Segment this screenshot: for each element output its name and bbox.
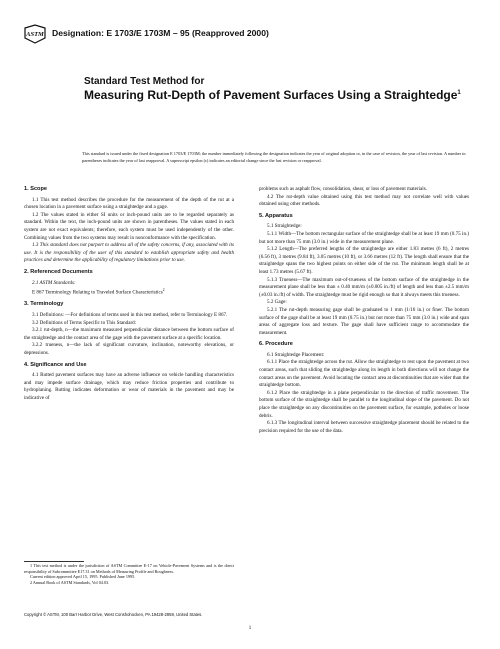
section-heading: 3. Terminology — [24, 301, 64, 308]
logo-text: ASTM — [26, 31, 44, 38]
paragraph: 6.1.2 Place the straightedge in a plane perpendicular to the direction of traffic movement. The bottom surface of the straightedge shall be parallel to the longitudinal slope of the pavement. Do not place the straightedge on any discontinuities on the pavement surface, for example, potholes or loose debris. — [259, 389, 469, 419]
footnote: 1 This test method is under the jurisdiction of ASTM Committee E-17 on Vehicle-Pavement Systems and is the direct responsibility of Subcommittee E17.31 on Methods of Measuring Profile and Roughness. — [24, 563, 234, 574]
title-block — [84, 76, 484, 102]
page-number: 1 — [248, 625, 252, 631]
section-heading: 4. Significance and Use — [24, 361, 87, 368]
paragraph: 5.1.1 Width—The bottom rectangular surface of the straightedge shall be at least 19 mm (0.75 in.) but not more than 75 mm (3.0 in.) wide in the measurement plane. — [259, 230, 469, 245]
reference-entry — [24, 287, 234, 297]
section-heading: 5. Apparatus — [259, 212, 293, 219]
paragraph: 5.2.1 The rut-depth measuring gage shall be graduated to 1 mm (1/16 in.) or finer. The bottom surface of the gage shall be at least 19 mm (0.75 in.) but not more than 75 mm (3.0 in.) wide and span areas of aggregate loss and texture. The gage shall have sufficient range to accommodate the measurement. — [259, 306, 469, 336]
paragraph: 2.1 ASTM Standards: — [32, 279, 76, 286]
reference-footnote-mark: 2 — [162, 288, 165, 293]
designation: Designation: E 1703/E 1703M – 95 (Reapproved 2000) — [52, 28, 269, 38]
paragraph: 4.1 Rutted pavement surfaces may have an adverse influence on vehicle handling characteristics and may impede surface drainage, which may reduce friction properties and contribute to hydroplaning. Rutting indicates deformation or wear of materials in the pavement and may be indicative of — [24, 372, 234, 401]
section-heading: 2. Referenced Documents — [24, 268, 93, 275]
issuance-notice: This standard is issued under the fixed designation E 1703/E 1703M; the number immediately following the designation indicates the year of original adoption or, in the case of revision, the year of last revision. A number in parentheses indicates the year of last reapproval. A superscript epsilon (ε) indicates an editorial change since the last revision or reapproval. — [82, 151, 466, 163]
paragraph: 6.1.1 Place the straightedge across the rut. Allow the straightedge to rest upon the pavement at two contact areas, such that sliding the straightedge along its length in both directions will not change the contact areas on the pavement. Avoid locating the contact area at discontinuities that are wider than the straightedge bottom. — [259, 359, 469, 389]
paragraph: 3.2 Definitions of Terms Specific to This Standard: — [32, 319, 137, 326]
title-footnote-mark: 1 — [457, 90, 461, 96]
paragraph: 4.2 The rut-depth value obtained using this test method may not correlate well with values obtained using other methods. — [259, 193, 469, 208]
left-column — [24, 186, 234, 403]
title-text: Measuring Rut-Depth of Pavement Surfaces Using a Straightedge — [84, 88, 458, 102]
section-heading: 6. Procedure — [259, 341, 293, 348]
definition: 3.2.2 trueness, n—the lack of significant curvature, inclination, noteworthy elevations, or depressions. — [24, 342, 234, 356]
paragraph: 6.1 Straightedge Placement: — [267, 351, 325, 358]
definition: 3.2.1 rut-depth, n—the maximum measured perpendicular distance between the bottom surface of the straightedge and the contact area of the gage with the pavement surface at a specific location. — [24, 327, 234, 341]
document-header — [24, 24, 484, 46]
footnote: 2 Annual Book of ASTM Standards, Vol 04.03. — [30, 579, 110, 585]
paragraph: 3.1 Definitions: —For definitions of terms used in this test method, refer to Terminology E 867. — [32, 312, 228, 318]
paragraph: 1.1 This test method describes the procedure for the measurement of the depth of the rut at a chosen location in a pavement surface using a straightedge and a gage. — [24, 196, 234, 211]
footnote: Current edition approved April 15, 1995. Published June 1995. — [30, 574, 136, 580]
paragraph: 6.1.3 The longitudinal interval between successive straightedge placement should be related to the precision required for the use of the data. — [259, 420, 469, 434]
safety-paragraph: 1.3 This standard does not purport to address all of the safety concerns, if any, associated with its use. It is the responsibility of the user of this standard to establish appropriate safety and health practices and determine the applicability of regulatory limitations prior to use. — [24, 242, 234, 264]
document-title — [84, 88, 484, 102]
right-column — [259, 186, 469, 435]
copyright-line: Copyright © ASTM, 100 Barr Harbor Drive, West Conshohocken, PA 19428-2959, United States. — [24, 612, 203, 617]
astm-logo-icon — [24, 24, 46, 44]
paragraph-continued: problems such as asphalt flow, consolidation, shear, or loss of pavement materials. — [259, 186, 427, 192]
paragraph: 5.1.2 Length—The preferred lengths of the straightedge are either 1.83 metres (6 ft), 2 metres (6.56 ft), 3 metres (9.84 ft), 3.05 metres (10 ft), or 3.66 metres (12 ft). The length shall ensure that the straightedge spans the two highest points on either side of the rut. The minimum length shall be at least 1.73 metres (5.67 ft). — [259, 246, 469, 275]
reference-text: E 867 Terminology Relating to Traveled Surface Characteristics — [32, 289, 163, 296]
footnotes — [24, 563, 234, 585]
paragraph: 5.2 Gage: — [267, 299, 287, 306]
title-prefix: Standard Test Method for — [84, 76, 205, 87]
paragraph: 5.1 Straightedge: — [267, 223, 302, 230]
footnote-divider — [24, 561, 84, 562]
paragraph: 5.1.3 Trueness—The maximum out-of-trueness of the bottom surface of the straightedge in the measurement plane shall be less than ± 0.40 mm/m (±0.005 in./ft) of length and less than ±2.5 mm/m (±0.03 in./ft) of width. The straightedge must be rigid enough so that it always meets this trueness. — [259, 276, 469, 298]
section-heading: 1. Scope — [24, 186, 48, 192]
paragraph: 1.2 The values stated in either SI units or inch-pound units are to be regarded separately as standard. Within the text, the inch-pound units are shown in parentheses. The values stated in each system are not exact equivalents; therefore, each system must be used independently of the other. Combining values from the two systems may result in nonconformance with the specification. — [24, 211, 234, 241]
